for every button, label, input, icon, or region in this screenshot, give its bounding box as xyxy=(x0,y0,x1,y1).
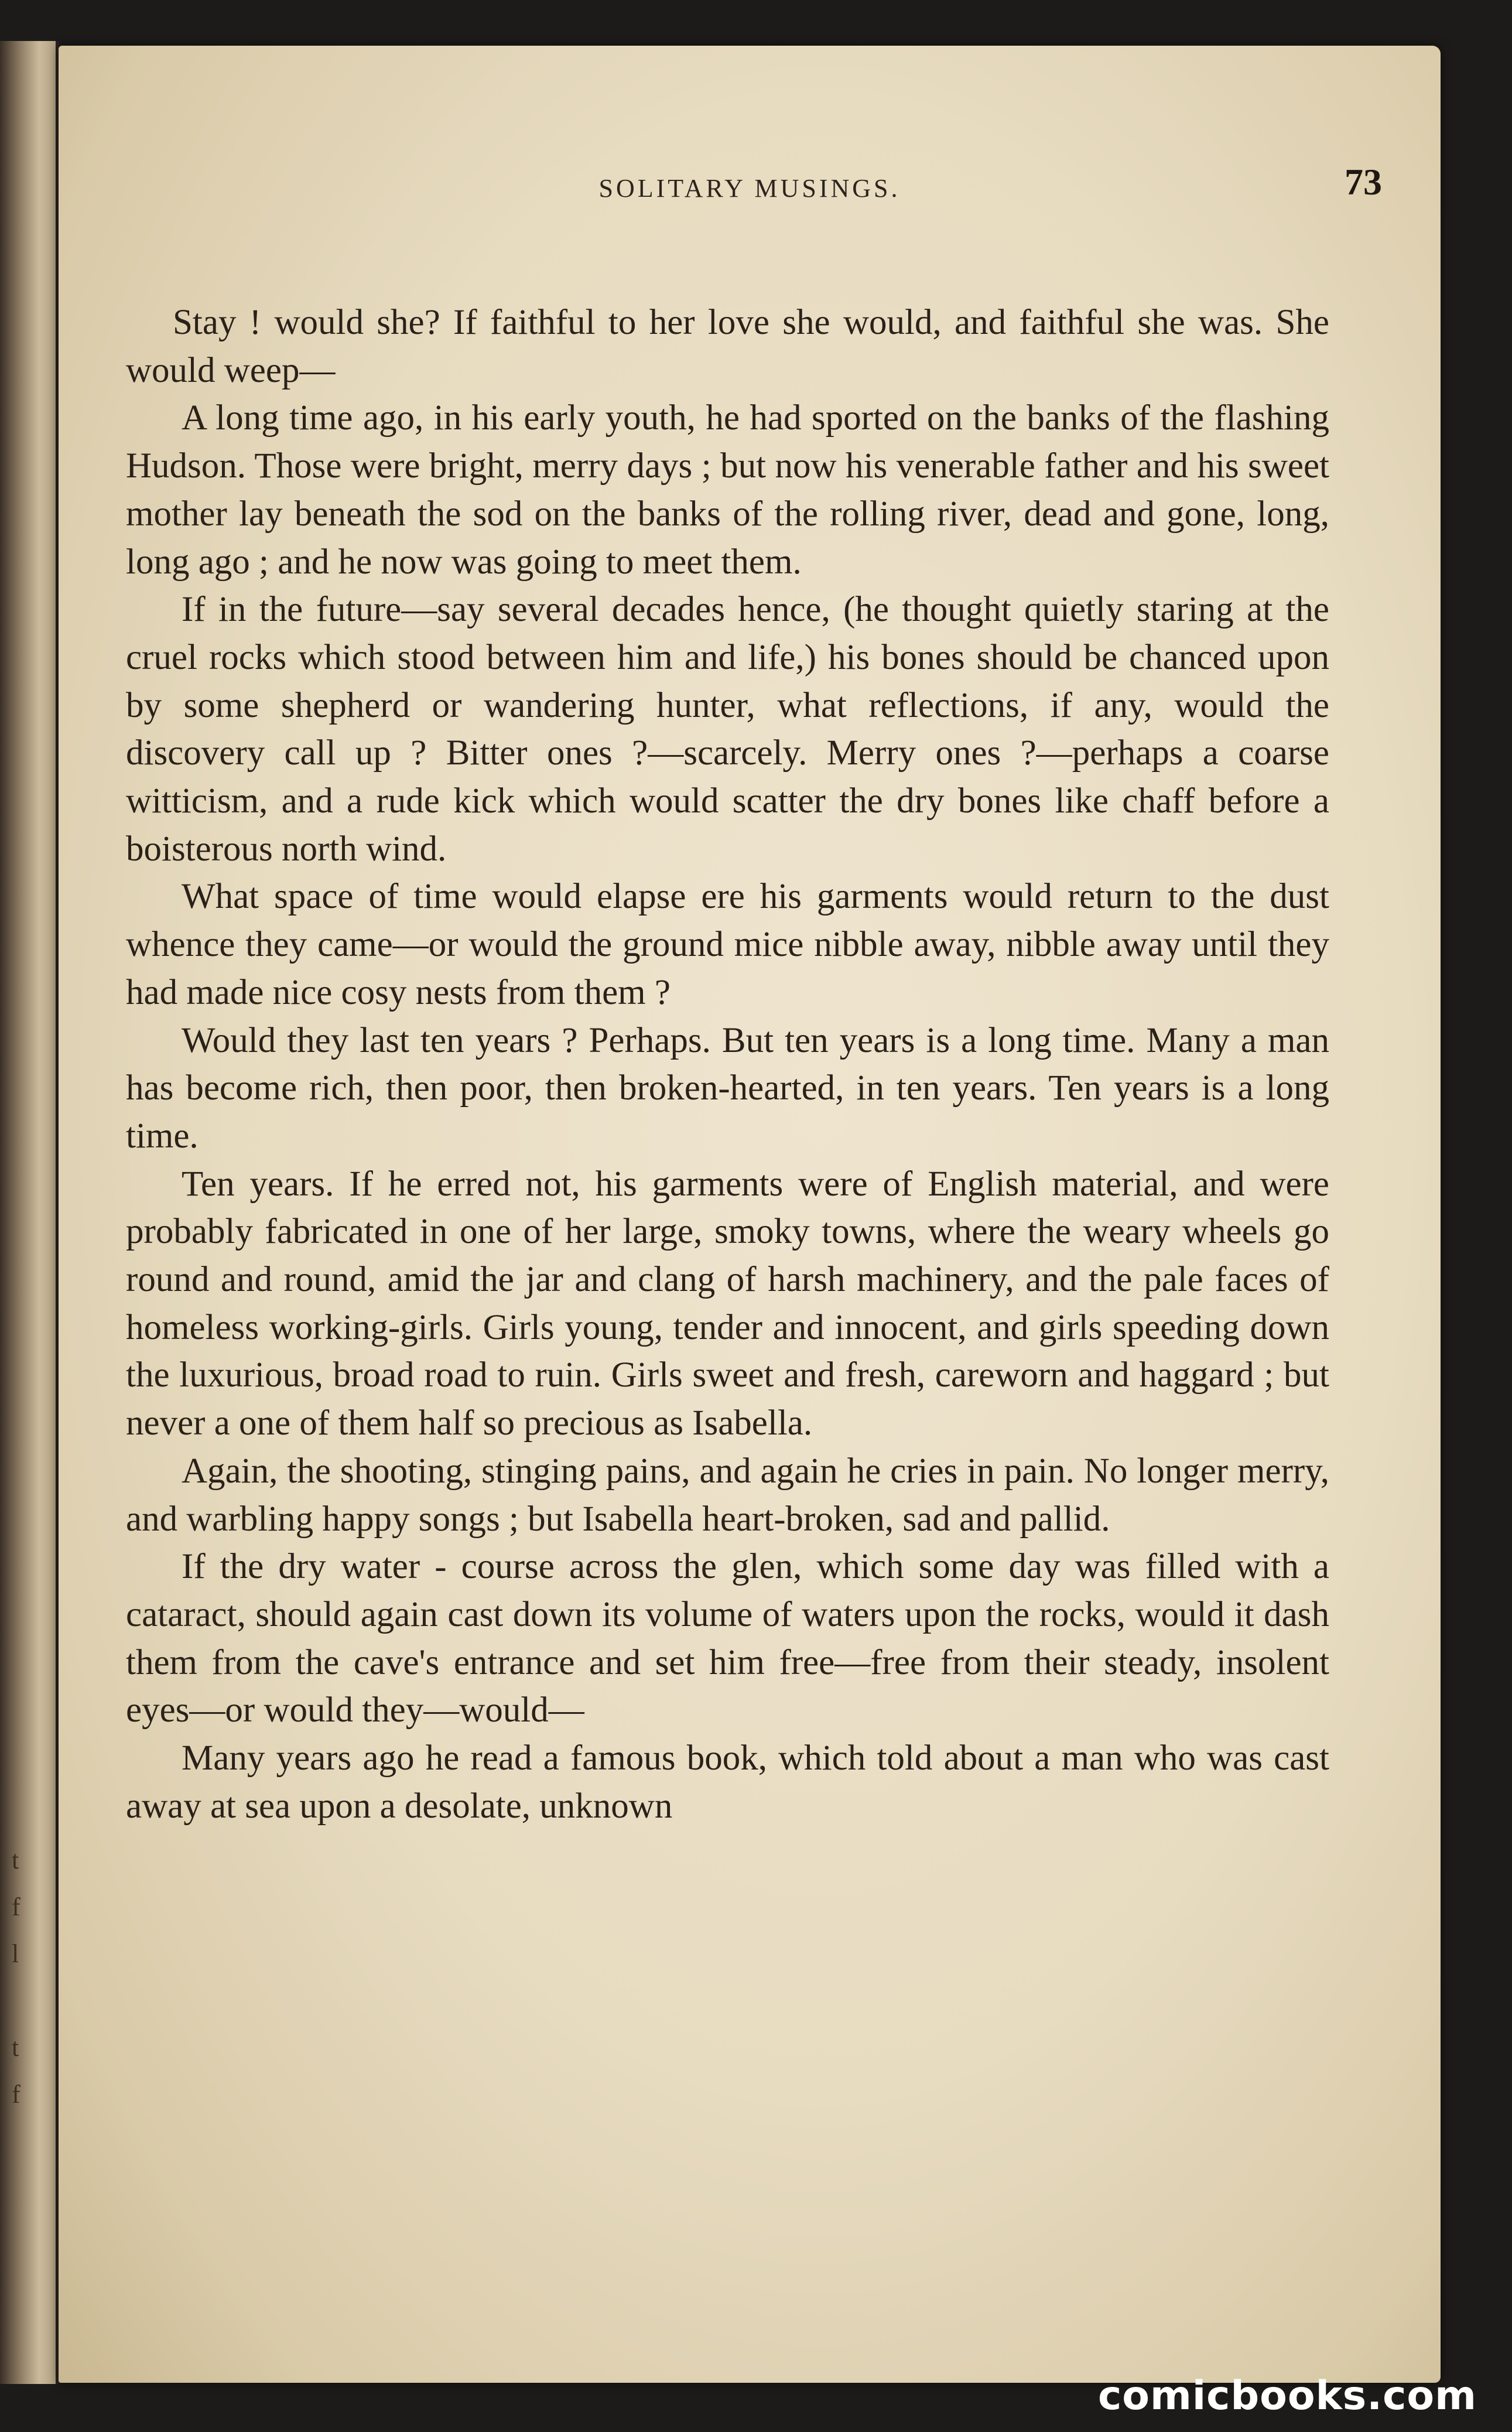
running-head: SOLITARY MUSINGS. xyxy=(598,174,901,203)
watermark: comicbooks.com xyxy=(1097,2373,1477,2419)
page-number: 73 xyxy=(1345,161,1382,203)
prev-page-fragment: f xyxy=(12,2080,20,2109)
prev-page-fragment: t xyxy=(12,2033,19,2062)
previous-page-edge xyxy=(0,41,59,2384)
paragraph: Stay ! would she? If faithful to her love she would, and faithful she was. She would weep— xyxy=(126,303,1329,390)
body-text xyxy=(126,299,1329,1830)
book-page xyxy=(59,46,1441,2383)
prev-page-fragment: l xyxy=(12,1939,19,1968)
prev-page-fragment: t xyxy=(12,1846,19,1874)
paragraph: Many years ago he read a famous book, which told about a man who was cast away at sea upon a desolate, unknown xyxy=(126,1738,1329,1826)
paragraph: Again, the shooting, stinging pains, and again he cries in pain. No longer merry, and warbling happy songs ; but Isabella heart-broken, sad and pallid. xyxy=(126,1451,1329,1539)
paragraph: If the dry water - course across the glen, which some day was filled with a cataract, should again cast down its volume of waters upon the rocks, would it dash them from the cave's entrance and set him free—free from their steady, insolent eyes—or would they—would— xyxy=(126,1547,1329,1730)
paragraph: Would they last ten years ? Perhaps. But ten years is a long time. Many a man has become rich, then poor, then broken-hearted, in ten years. Ten years is a long time. xyxy=(126,1020,1329,1156)
paragraph: What space of time would elapse ere his garments would return to the dust whence they came—or would the ground mice nibble away, nibble away until they had made nice cosy nests from them ? xyxy=(126,877,1329,1012)
paragraph: A long time ago, in his early youth, he had sported on the banks of the flashing Hudson. Those were bright, merry days ; but now his venerable father and his sweet mother lay beneath the sod on the banks of the rolling river, dead and gone, long, long ago ; and he now was going to meet them. xyxy=(126,398,1329,582)
paragraph: Ten years. If he erred not, his garments were of English material, and were probably fabricated in one of her large, smoky towns, where the weary wheels go round and round, amid the jar and clang of harsh machinery, and the pale faces of homeless working-girls. Girls young, tender and innocent, and girls speeding down the luxurious, broad road to ruin. Girls sweet and fresh, careworn and haggard ; but never a one of them half so precious as Isabella. xyxy=(126,1164,1329,1443)
paragraph: If in the future—say several decades hence, (he thought quietly staring at the cruel rocks which stood between him and life,) his bones should be chanced upon by some shepherd or wandering hunter, what reflections, if any, would the discovery call up ? Bitter ones ?—scarcely. Merry ones ?—perhaps a coarse witticism, and a rude kick which would scatter the dry bones like chaff before a boisterous north wind. xyxy=(126,590,1329,869)
prev-page-fragment: f xyxy=(12,1893,20,1921)
